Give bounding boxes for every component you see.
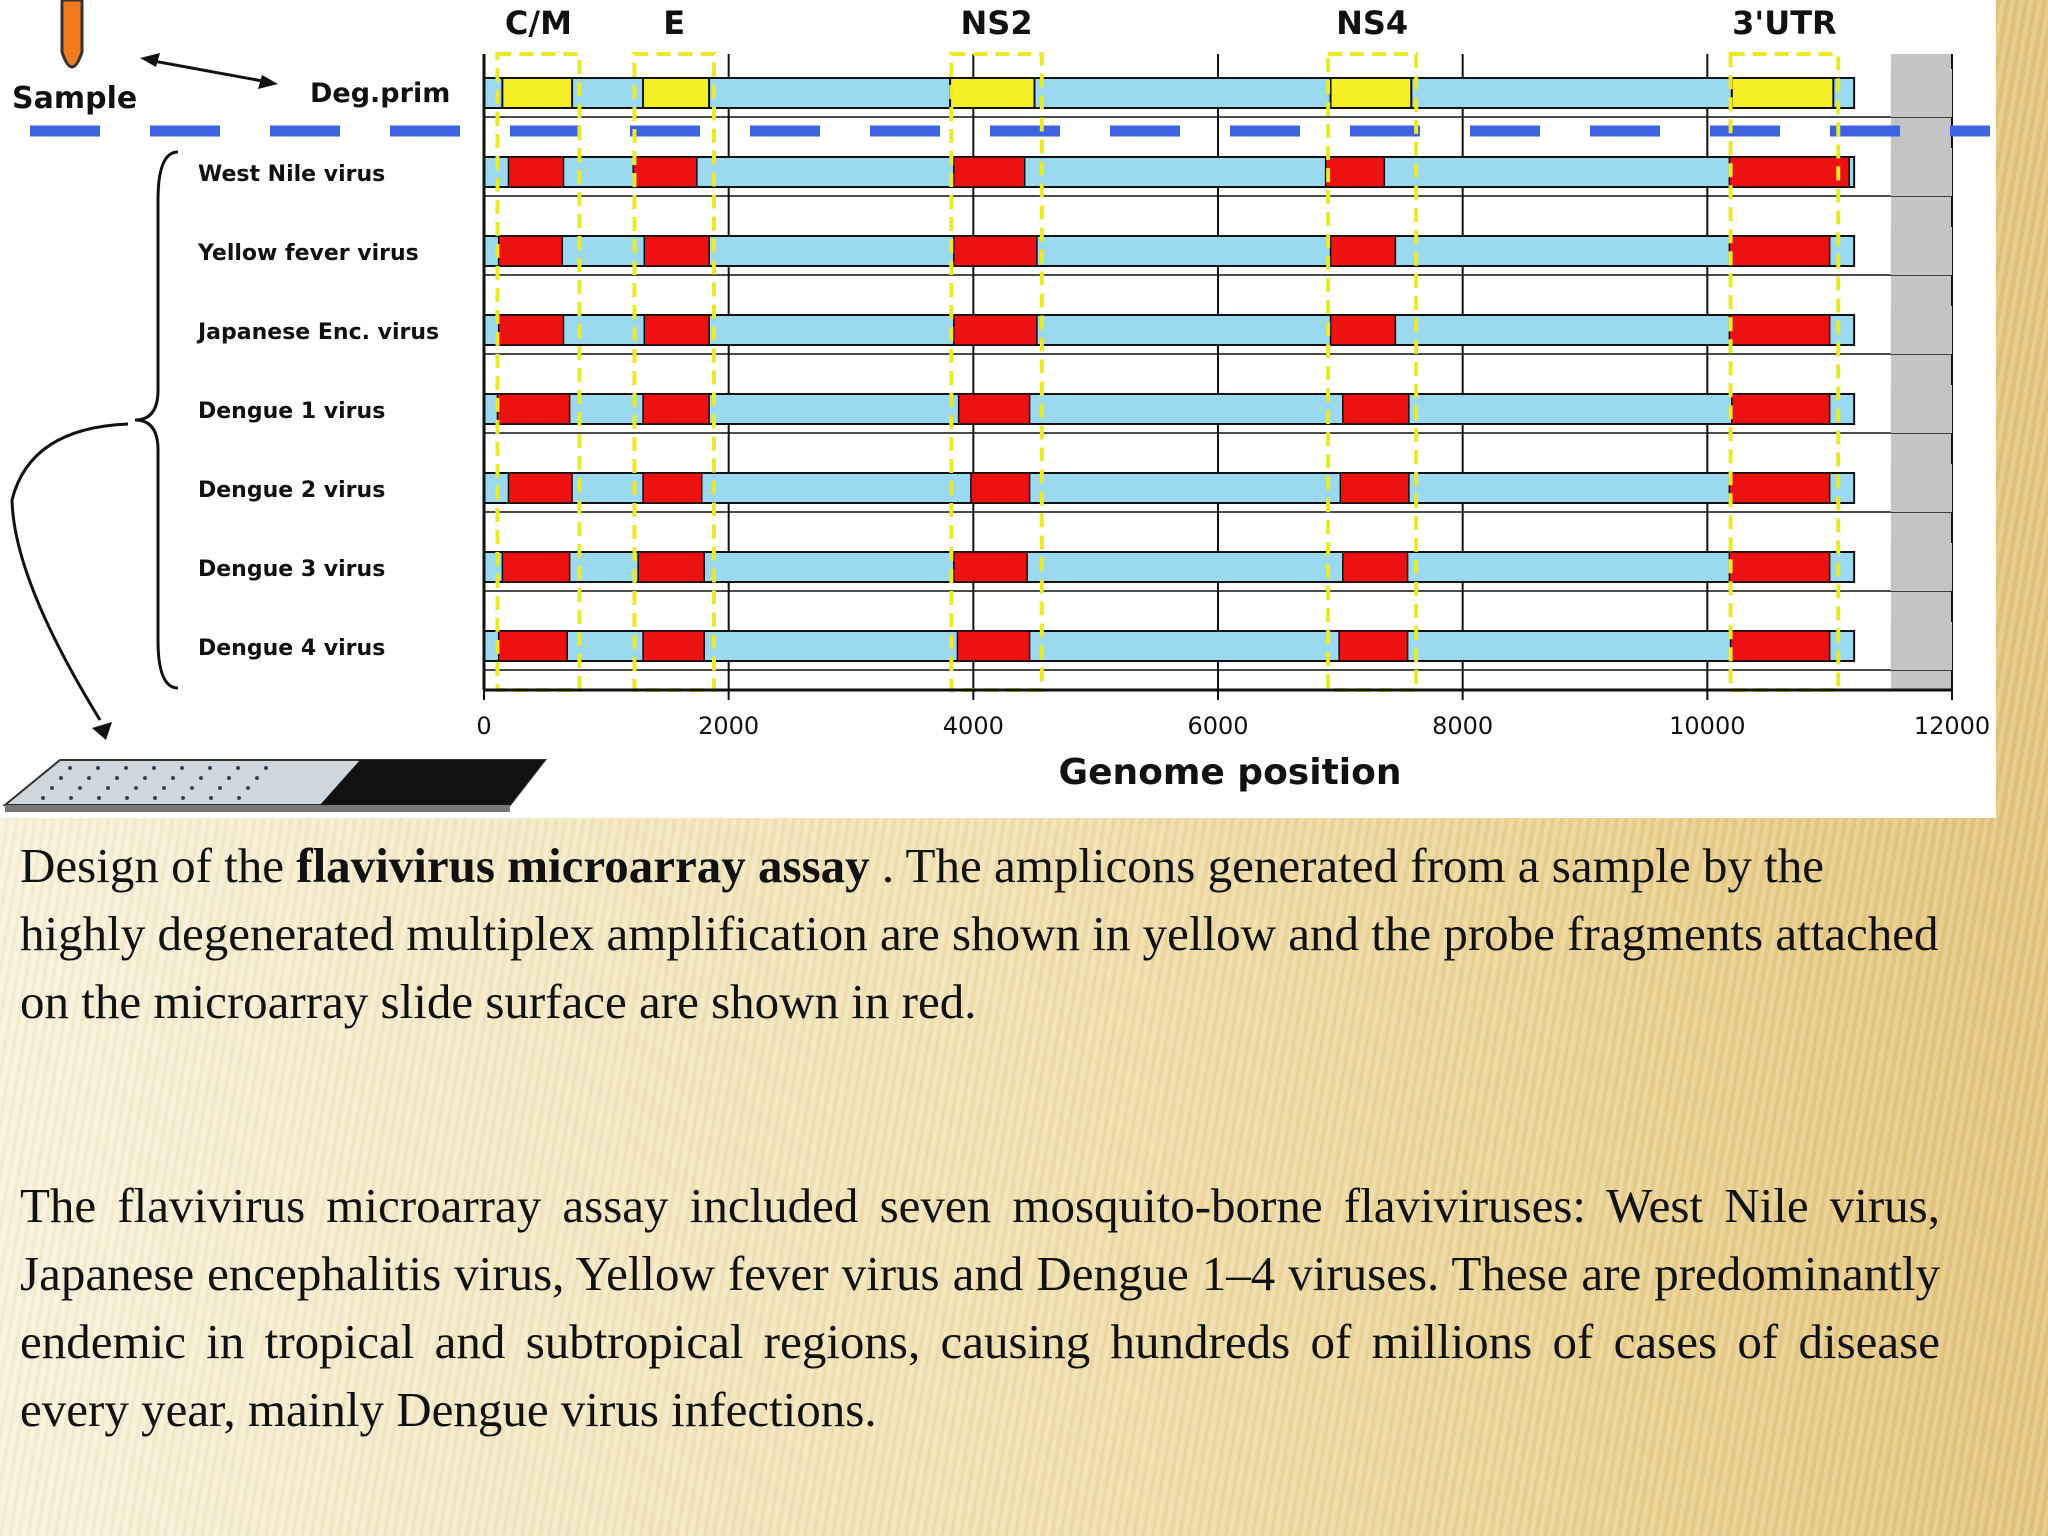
virus-label: West Nile virus (198, 162, 386, 187)
probe-bar (1732, 394, 1830, 424)
slide-spot (236, 766, 240, 770)
slide-spot (134, 786, 138, 790)
virus-label: Japanese Enc. virus (198, 320, 440, 345)
probe-bar (508, 473, 572, 503)
probe-bar (643, 473, 702, 503)
probe-bar (957, 631, 1029, 661)
virus-label: Yellow fever virus (198, 241, 419, 266)
probe-bar (644, 315, 709, 345)
row-gray-band (1891, 227, 1952, 275)
slide-spot (153, 796, 157, 800)
row-gray-band (1891, 543, 1952, 591)
virus-label: Dengue 2 virus (198, 478, 386, 503)
slide-spot (218, 786, 222, 790)
x-tick-label: 12000 (1913, 712, 1991, 740)
virus-label: Dengue 3 virus (198, 557, 386, 582)
probe-bar (1340, 473, 1409, 503)
slide-spot (162, 786, 166, 790)
probe-bar (954, 315, 1037, 345)
amplicon-bar (1331, 78, 1412, 108)
x-tick-label: 10000 (1669, 712, 1746, 740)
region-label: E (663, 4, 686, 42)
probe-bar (1331, 315, 1396, 345)
probe-bar (499, 631, 568, 661)
probe-bar (643, 631, 704, 661)
probe-bar (1729, 552, 1829, 582)
probe-bar (644, 236, 709, 266)
region-label: 3'UTR (1732, 4, 1837, 42)
slide-spot (237, 796, 241, 800)
row-gray-band (1891, 306, 1952, 354)
slide-spot (181, 796, 185, 800)
sample-label: Sample (12, 81, 138, 116)
slide-spot (59, 776, 63, 780)
slide-spot (87, 776, 91, 780)
slide-spot (199, 776, 203, 780)
slide-spot (255, 776, 259, 780)
probe-bar (499, 315, 564, 345)
sample-tube-icon (62, 0, 82, 67)
probe-bar (1729, 473, 1829, 503)
probe-bar (1343, 552, 1408, 582)
x-tick-label: 6000 (1187, 712, 1249, 740)
x-axis-title: Genome position (1058, 752, 1402, 793)
row-gray-band (1891, 464, 1952, 512)
probe-bar (1729, 236, 1829, 266)
slide-spot (97, 796, 101, 800)
slide-spot (152, 766, 156, 770)
probe-bar (954, 157, 1025, 187)
probe-bar (1729, 157, 1849, 187)
probe-bar (502, 552, 569, 582)
probe-bar (499, 236, 563, 266)
slide-spot (78, 786, 82, 790)
x-tick-label: 2000 (698, 712, 760, 740)
x-tick-label: 0 (476, 712, 492, 740)
caption-text-start: Design of the (20, 838, 297, 893)
virus-label: Dengue 1 virus (198, 399, 386, 424)
slide-arrow-icon (12, 424, 128, 740)
probe-bar (1731, 631, 1830, 661)
virus-bracket-icon (135, 152, 178, 688)
slide-spot (96, 766, 100, 770)
probe-bar (638, 552, 704, 582)
probe-bar (643, 394, 709, 424)
sample-arrow-icon (140, 53, 278, 89)
slide-spot (180, 766, 184, 770)
virus-label: Dengue 4 virus (198, 636, 386, 661)
slide-spot (68, 766, 72, 770)
amplicon-bar (643, 78, 709, 108)
region-label: NS2 (960, 4, 1033, 42)
probe-bar (1326, 157, 1385, 187)
slide-spot (106, 786, 110, 790)
slide-spot (41, 796, 45, 800)
slide-spot (69, 796, 73, 800)
row-gray-band (1891, 622, 1952, 670)
probe-bar (1729, 315, 1829, 345)
row-gray-band (1891, 385, 1952, 433)
slide-spot (208, 766, 212, 770)
probe-bar (508, 157, 563, 187)
caption-bold-term: flavivirus microarray assay (296, 838, 870, 893)
probe-bar (954, 552, 1027, 582)
region-label: C/M (504, 4, 572, 42)
row-gray-band (1891, 69, 1952, 117)
probe-bar (633, 157, 697, 187)
slide-spot (246, 786, 250, 790)
amplicon-bar (502, 78, 572, 108)
probe-bar (1331, 236, 1396, 266)
slide-spot (227, 776, 231, 780)
microarray-slide-icon (5, 760, 545, 812)
probe-bar (1339, 631, 1408, 661)
primer-label: Deg.prim (310, 78, 451, 109)
slide-spot (209, 796, 213, 800)
caption-text-end: . The amplicons generated from a sample by the highly degenerated multiplex amplification are shown in yellow and the probe fragments attached on the microarray slide surface are shown in red. (20, 838, 1939, 1029)
slide-spot (171, 776, 175, 780)
probe-bar (971, 473, 1030, 503)
slide-spot (190, 786, 194, 790)
probe-bar (1343, 394, 1409, 424)
amplicon-bar (1732, 78, 1834, 108)
x-tick-label: 4000 (942, 712, 1004, 740)
probe-bar (497, 394, 569, 424)
slide-spot (124, 766, 128, 770)
x-tick-label: 8000 (1432, 712, 1494, 740)
description-paragraph: The flavivirus microarray assay included seven mosquito-borne flaviviruses: West Nile virus, Japanese encephalitis virus, Yellow fever virus and Dengue 1–4 viruses. These are predominantly endemic in tropical and subtropical regions, causing hundreds of millions of cases of disease every year, mainly Dengue virus infections. (20, 1178, 1940, 1437)
probe-bar (959, 394, 1030, 424)
slide-spot (125, 796, 129, 800)
probe-bar (954, 236, 1037, 266)
row-gray-band (1891, 148, 1952, 196)
amplicon-bar (950, 78, 1034, 108)
region-label: NS4 (1336, 4, 1409, 42)
slide-spot (264, 766, 268, 770)
slide-spot (143, 776, 147, 780)
figure-caption (20, 832, 1940, 1036)
slide-spot (50, 786, 54, 790)
slide-spot (115, 776, 119, 780)
